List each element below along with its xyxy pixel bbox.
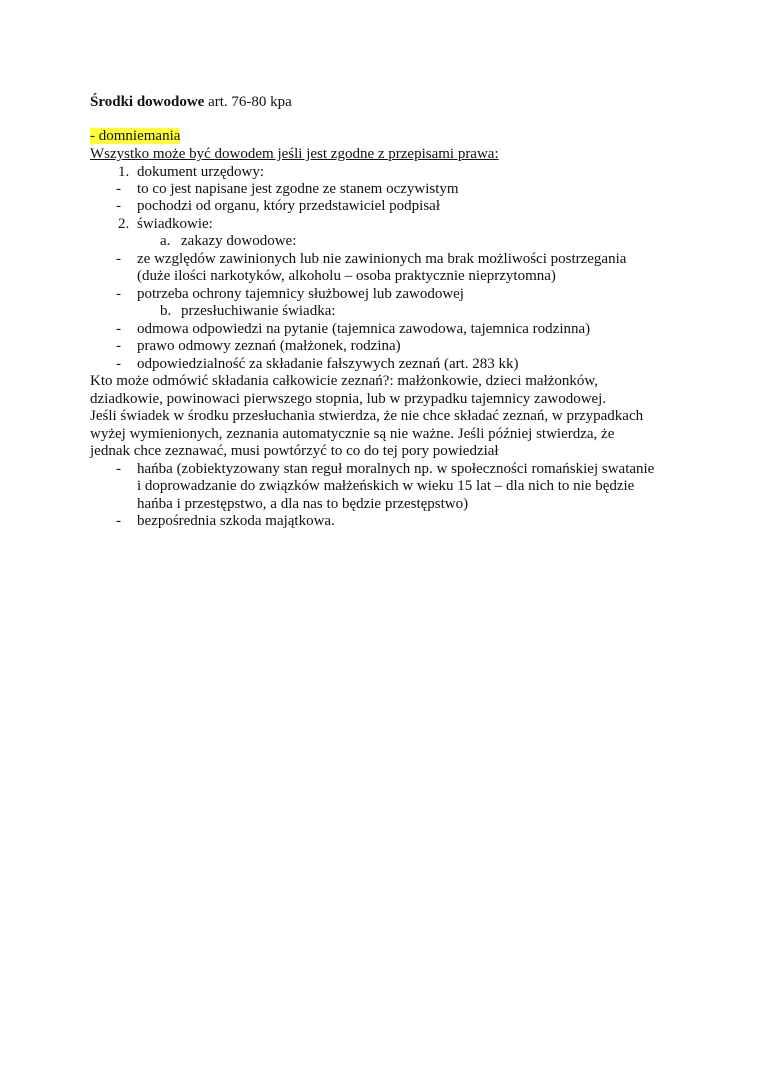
dash-bullet: - (116, 321, 121, 337)
dash-bullet: - (116, 513, 121, 529)
title-bold: Środki dowodowe (90, 94, 205, 110)
list-letter: a. (160, 233, 171, 249)
dash-bullet: - (116, 461, 121, 477)
paragraph-line: Jeśli świadek w środku przesłuchania stwierdza, że nie chce składać zeznań, w przypadkach (90, 408, 644, 424)
dash-bullet: - (116, 356, 121, 372)
intro-line: Wszystko może być dowodem jeśli jest zgodne z przepisami prawa: (90, 146, 499, 162)
list-number: 2. (118, 216, 130, 232)
list-item: bezpośrednia szkoda majątkowa. (137, 513, 335, 529)
list-item: przesłuchiwanie świadka: (181, 303, 336, 319)
list-item-continuation: i doprowadzanie do związków małżeńskich w wieku 15 lat – dla nich to nie będzie (137, 478, 635, 494)
list-item: ze względów zawinionych lub nie zawinionych ma brak możliwości postrzegania (137, 251, 627, 267)
list-item: prawo odmowy zeznań (małżonek, rodzina) (137, 338, 401, 354)
dash-bullet: - (116, 286, 121, 302)
list-item: świadkowie: (137, 216, 213, 232)
highlighted-heading (90, 127, 180, 145)
dash-bullet: - (116, 251, 121, 267)
document-title (90, 93, 292, 111)
list-item: zakazy dowodowe: (181, 233, 297, 249)
paragraph-line: dziadkowie, powinowaci pierwszego stopnia, lub w przypadku tajemnicy zawodowej. (90, 391, 607, 407)
list-letter: b. (160, 303, 172, 319)
dash-bullet: - (116, 338, 121, 354)
list-item: odmowa odpowiedzi na pytanie (tajemnica zawodowa, tajemnica rodzinna) (137, 321, 591, 337)
list-item: hańba (zobiektyzowany stan reguł moralnych np. w społeczności romańskiej swatanie (137, 461, 655, 477)
list-item-continuation: (duże ilości narkotyków, alkoholu – osoba praktycznie nieprzytomna) (137, 268, 556, 284)
list-item: dokument urzędowy: (137, 164, 265, 180)
list-item: odpowiedzialność za składanie fałszywych zeznań (art. 283 kk) (137, 356, 519, 372)
list-item: potrzeba ochrony tajemnicy służbowej lub zawodowej (137, 286, 464, 302)
list-number: 1. (118, 164, 130, 180)
list-item-continuation: hańba i przestępstwo, a dla nas to będzie przestępstwo) (137, 496, 469, 512)
paragraph-line: jednak chce zeznawać, musi powtórzyć to co do tej pory powiedział (90, 443, 499, 459)
paragraph-line: Kto może odmówić składania całkowicie zeznań?: małżonkowie, dzieci małżonków, (90, 373, 599, 389)
list-item: to co jest napisane jest zgodne ze stanem oczywistym (137, 181, 459, 197)
dash-bullet: - (116, 181, 121, 197)
dash-bullet: - (116, 198, 121, 214)
title-rest: art. 76-80 kpa (204, 94, 292, 110)
highlight-text: - domniemania (90, 128, 181, 144)
list-item: pochodzi od organu, który przedstawiciel podpisał (137, 198, 440, 214)
paragraph-line: wyżej wymienionych, zeznania automatycznie są nie ważne. Jeśli później stwierdza, że (90, 426, 615, 442)
